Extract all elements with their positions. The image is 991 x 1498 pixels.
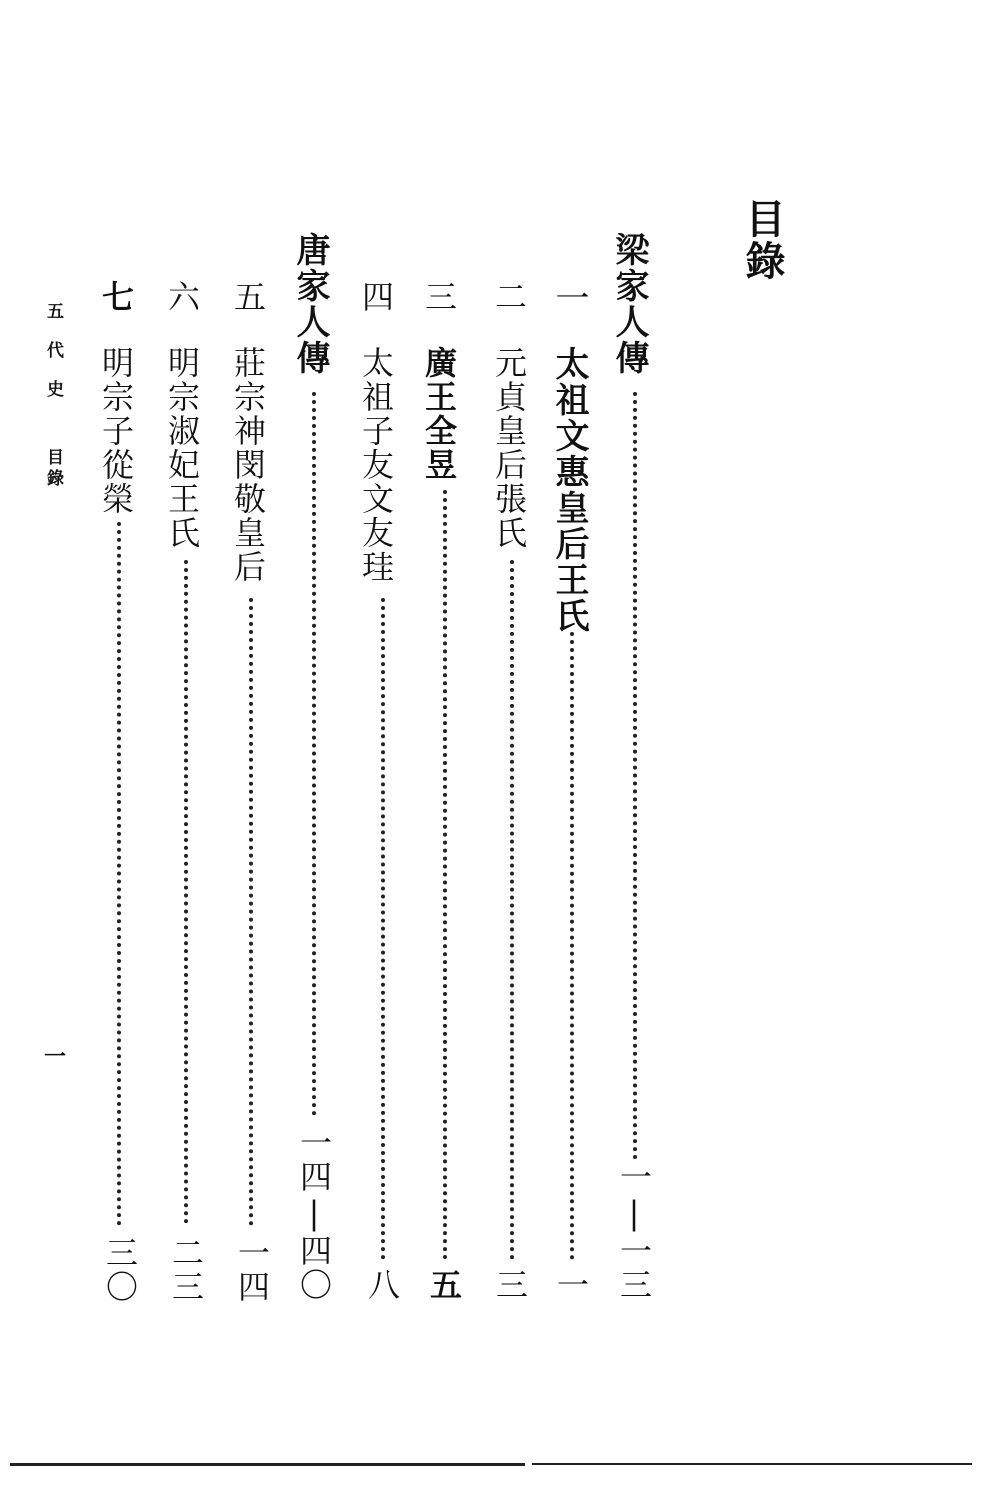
bottom-rule-left xyxy=(10,1463,525,1466)
section-label: 唐家人傳 xyxy=(290,232,330,376)
item-number: 五 xyxy=(229,280,267,314)
bottom-rule-right xyxy=(532,1463,972,1465)
page-number: 一四|四〇 xyxy=(295,1126,333,1302)
item-label: 莊宗神閔敬皇后 xyxy=(229,346,267,584)
page-number: 五 xyxy=(425,1268,463,1302)
section-label: 梁家人傳 xyxy=(609,232,649,376)
running-header-book: 五代史 xyxy=(43,302,63,419)
item-label: 明宗淑妃王氏 xyxy=(163,346,201,550)
page-number: 三〇 xyxy=(101,1236,139,1304)
leader-dots xyxy=(381,598,385,1260)
toc-section-tang[interactable] xyxy=(290,232,330,376)
page-number: 一四 xyxy=(233,1236,271,1304)
item-number: 六 xyxy=(163,280,201,314)
page-number: 二三 xyxy=(167,1236,205,1304)
item-number: 四 xyxy=(357,280,395,314)
toc-item-3[interactable] xyxy=(420,280,458,482)
item-label: 太祖子友文友珪 xyxy=(357,346,395,584)
page-number: 一|一三 xyxy=(615,1160,653,1302)
item-number: 二 xyxy=(490,280,528,314)
leader-dots xyxy=(249,598,253,1226)
item-label: 廣王全昱 xyxy=(420,346,458,482)
toc-item-5[interactable] xyxy=(229,280,267,584)
running-header-section: 目錄 xyxy=(43,448,63,490)
toc-item-2[interactable] xyxy=(490,280,528,550)
toc-section-liang[interactable] xyxy=(609,232,649,376)
item-label: 元貞皇后張氏 xyxy=(490,346,528,550)
leader-dots xyxy=(184,560,188,1224)
toc-item-1[interactable] xyxy=(549,280,589,634)
item-number: 七 xyxy=(97,280,135,314)
leader-dots xyxy=(570,632,574,1260)
toc-item-6[interactable] xyxy=(163,280,201,550)
page-number: 三 xyxy=(491,1268,529,1302)
page-number: 八 xyxy=(363,1268,401,1302)
toc-title: 目錄 xyxy=(739,198,786,282)
toc-item-7[interactable] xyxy=(97,280,135,516)
item-number: 一 xyxy=(549,280,589,316)
leader-dots xyxy=(510,560,514,1260)
item-label: 太祖文惠皇后王氏 xyxy=(549,346,589,634)
item-label: 明宗子從榮 xyxy=(97,346,135,516)
leader-dots xyxy=(117,522,121,1226)
page-number: 一 xyxy=(552,1268,590,1302)
item-number: 三 xyxy=(420,280,458,314)
leader-dots xyxy=(633,392,637,1160)
leader-dots xyxy=(312,392,316,1116)
toc-item-4[interactable] xyxy=(357,280,395,584)
leader-dots xyxy=(443,490,447,1260)
folio-page-number: 一 xyxy=(44,1044,67,1070)
